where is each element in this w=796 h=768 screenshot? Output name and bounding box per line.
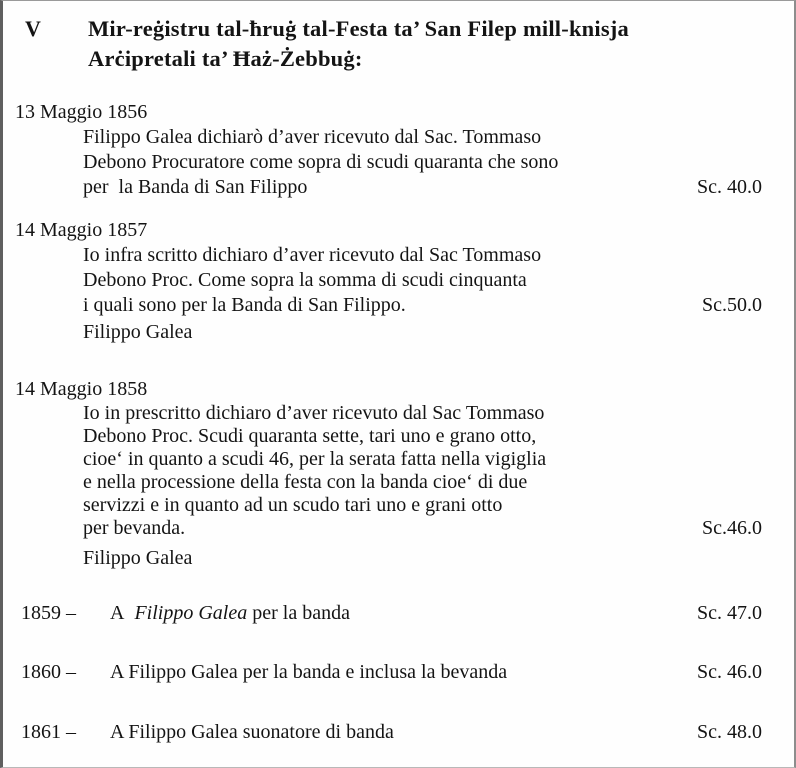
title-line-1: Mir-reġistru tal-ħruġ tal-Festa ta’ San Filep mill-knisja: [88, 16, 629, 41]
body-line-with-amount: [83, 517, 762, 540]
year-description: A Filippo Galea suonatore di banda: [110, 721, 394, 743]
entry-date: 14 Maggio 1858: [15, 378, 148, 400]
italic-name: Filippo Galea: [134, 602, 248, 624]
body-line: Io in prescritto dichiaro d’aver ricevuto dal Sac Tommaso: [83, 402, 545, 424]
body-line: cioe‘ in quanto a scudi 46, per la serata fatta nella vigiglia: [83, 448, 547, 470]
amount-value: Sc. 46.0: [697, 661, 762, 683]
entry-body: [83, 402, 762, 540]
register-entry-1856: [3, 100, 794, 200]
document-title: [88, 14, 629, 74]
year-description: A Filippo Galea per la banda e inclusa la bevanda: [110, 661, 508, 683]
section-number: V: [25, 16, 41, 41]
register-entry-1857: [3, 218, 794, 345]
year-description: [110, 601, 685, 626]
signature: Filippo Galea: [83, 321, 193, 343]
year-label: 1859 –: [21, 602, 76, 624]
entry-date: 13 Maggio 1856: [15, 101, 148, 123]
year-label: 1861 –: [21, 721, 76, 743]
body-line-with-amount: [83, 293, 762, 318]
year-label: 1860 –: [21, 661, 76, 683]
entry-body: [83, 243, 762, 318]
year-row-1859: [21, 601, 762, 626]
body-line: Io infra scritto dichiaro d’aver ricevuto dal Sac Tommaso: [83, 244, 542, 266]
year-row-1861: [21, 720, 762, 745]
body-line: Debono Proc. Scudi quaranta sette, tari uno e grano otto,: [83, 425, 537, 447]
body-line: Filippo Galea dichiarò d’aver ricevuto dal Sac. Tommaso: [83, 126, 542, 148]
amount-value: Sc.50.0: [702, 294, 762, 316]
body-line-with-amount: [83, 175, 762, 200]
amount-value: Sc.46.0: [702, 517, 762, 539]
register-entry-1858: [3, 377, 794, 571]
amount-value: Sc. 40.0: [697, 176, 762, 198]
body-line: e nella processione della festa con la banda cioe‘ di due: [83, 471, 528, 493]
entry-date: 14 Maggio 1857: [15, 219, 148, 241]
amount-value: Sc. 48.0: [697, 721, 762, 743]
body-last-line: i quali sono per la Banda di San Filippo.: [83, 294, 406, 316]
amount-value: Sc. 47.0: [697, 602, 762, 624]
body-last-line: per bevanda.: [83, 517, 186, 539]
description-suffix: per la banda: [247, 602, 350, 624]
signature: Filippo Galea: [83, 547, 193, 569]
body-line: Debono Proc. Come sopra la somma di scudi cinquanta: [83, 269, 527, 291]
year-row-1860: [21, 660, 762, 685]
description-prefix: A: [110, 602, 135, 624]
body-line: servizzi e in quanto ad un scudo tari uno e grani otto: [83, 494, 503, 516]
document-header: [3, 1, 794, 74]
body-line: Debono Procuratore come sopra di scudi quaranta che sono: [83, 151, 559, 173]
title-line-2: Arċipretali ta’ Ħaż-Żebbuġ:: [88, 46, 363, 71]
body-last-line: per la Banda di San Filippo: [83, 176, 308, 198]
entry-body: [83, 125, 762, 200]
